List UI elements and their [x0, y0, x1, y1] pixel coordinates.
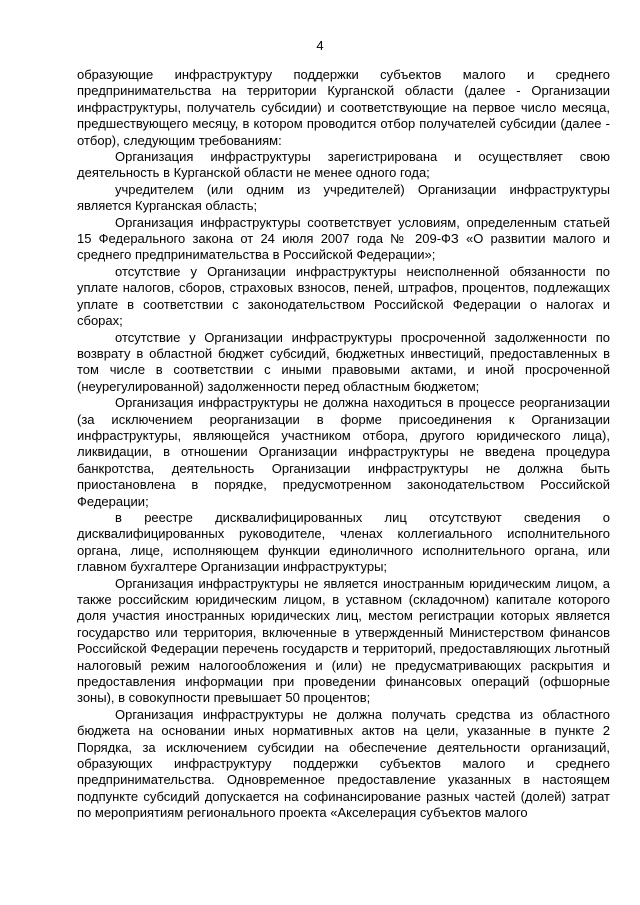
requirement-other-funding: Организация инфраструктуры не должна получать средства из областного бюджета на основании иных нормативных актов на цели, указанные в пункте 2 Порядка, за исключением субсидии на обеспечение деятельности организаций, образующих инфраструктуру поддержки субъектов малого и среднего предпринимательства. Одновременное предоставление указанных в настоящем подпункте субсидий допускается на софинансирование разных частей (долей) затрат по мероприятиям регионального проекта «Акселерация субъектов малого	[77, 706, 610, 821]
requirement-reorganization: Организация инфраструктуры не должна находиться в процессе реорганизации (за исключением реорганизации в форме присоединения к Организации инфраструктуры, являющейся участником отбора, другого юридического лица), ликвидации, в отношении Организации инфраструктуры не введена процедура банкротства, деятельность Организации инфраструктуры не должна быть приостановлена в порядке, предусмотренном законодательством Российской Федерации;	[77, 395, 610, 509]
requirement-foreign-entity: Организация инфраструктуры не является иностранным юридическим лицом, а также российским юридическим лицом, в уставном (складочном) капитале которого доля участия иностранных юридических лиц, местом регистрации которых является государство или территория, включенные в утвержденный Министерством финансов Российской Федерации перечень государств и территорий, предоставляющих льготный налоговый режим налогообложения и (или) не предусматривающих раскрытия и предоставления информации при проведении финансовых операций (офшорные зоны), в совокупности превышает 50 процентов;	[77, 575, 610, 706]
requirement-federal-law: Организация инфраструктуры соответствует условиям, определенным статьей 15 Федерального закона от 24 июля 2007 года № 209-ФЗ «О развитии малого и среднего предпринимательства в Российской Федерации»;	[77, 214, 610, 263]
paragraph-continuation: образующие инфраструктуру поддержки субъектов малого и среднего предпринимательства на территории Курганской области (далее - Организации инфраструктуры, получатель субсидии) и соответствующие на первое число месяца, предшествующего месяцу, в котором проводится отбор получателей субсидии (далее - отбор), следующим требованиям:	[77, 67, 610, 148]
requirement-founder: учредителем (или одним из учредителей) Организации инфраструктуры является Курганская область;	[77, 181, 610, 214]
requirement-tax-debt: отсутствие у Организации инфраструктуры неисполненной обязанности по уплате налогов, сборов, страховых взносов, пеней, штрафов, процентов, подлежащих уплате в соответствии с законодательством Российской Федерации о налогах и сборах;	[77, 263, 610, 329]
requirement-budget-debt: отсутствие у Организации инфраструктуры просроченной задолженности по возврату в областной бюджет субсидий, бюджетных инвестиций, предоставленных в том числе в соответствии с иными правовыми актами, и иной просроченной (неурегулированной) задолженности перед областным бюджетом;	[77, 329, 610, 394]
document-body	[77, 67, 610, 822]
requirement-registration: Организация инфраструктуры зарегистрирована и осуществляет свою деятельность в Курганской области не менее одного года;	[77, 149, 610, 181]
page-number: 4	[316, 38, 324, 53]
requirement-disqualification: в реестре дисквалифицированных лиц отсутствуют сведения о дисквалифицированных руководителе, членах коллегиального исполнительного органа, лице, исполняющем функции единоличного исполнительного органа, или главном бухгалтере Организации инфраструктуры;	[77, 509, 610, 575]
